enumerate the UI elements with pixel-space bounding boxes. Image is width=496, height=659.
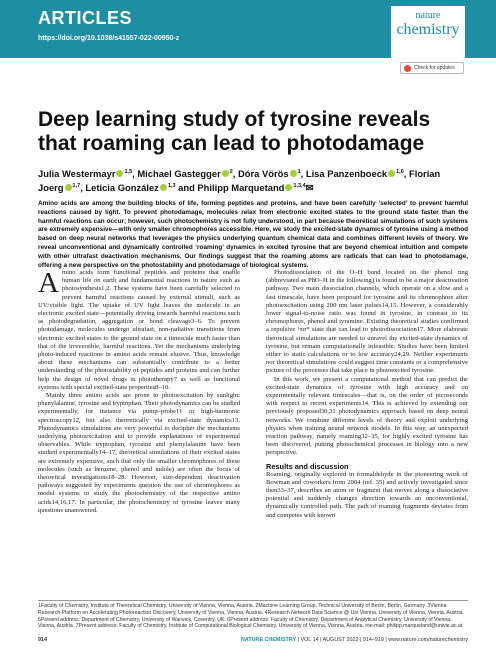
- orcid-icon[interactable]: [160, 184, 167, 191]
- check-for-updates-button[interactable]: [400, 62, 464, 74]
- footnote-divider: [38, 600, 468, 601]
- affiliation-marker: 1,5: [124, 169, 133, 175]
- body-column-left: [38, 269, 240, 515]
- journal-citation: [241, 637, 468, 643]
- page-number: 914: [38, 637, 47, 643]
- article-title: Deep learning study of tyrosine reveals that roaming can lead to photodamage: [38, 108, 431, 155]
- orcid-icon[interactable]: [290, 170, 297, 177]
- email-envelope-icon[interactable]: ✉: [305, 182, 314, 193]
- orcid-icon[interactable]: [222, 170, 229, 177]
- drop-cap: A: [38, 267, 59, 299]
- affiliation-marker: 2: [229, 169, 233, 175]
- body-paragraph: Photodissociation of the O–H bond located on the phenol ring (abbreviated as PhO–H in the following) is found to be a major deactivation pathway. Two main dissociation channels, which operate on a slow and a fast timescale, have been proposed for tyrosine and its chromophore after photoexcitation using 200 nm laser pulses14,15. However, a considerably lower signal-to-noise ratio was found in tyrosine, in contrast to its chromophores, phenol and tyramine. Existing theoretical studies confirmed a repulsive ¹πσ* state that can lead to photodissociation17. More elaborate theoretical simulations are needed to unravel the excited-state dynamics of tyrosine, but remain computationally infeasible. Studies have been limited either to static calculations or to low accuracy24,29. Neither experiments nor theoretical simulations could suggest time constants or a comprehensive picture of the processes that take place in photoexcited tyrosine.: [266, 269, 468, 375]
- author-name[interactable]: Julia Westermayr: [38, 168, 116, 179]
- orcid-icon[interactable]: [116, 170, 123, 177]
- author-name[interactable]: Philipp Marquetand: [197, 182, 285, 193]
- abstract: Amino acids are among the building blocks of life, forming peptides and proteins, and have been carefully ‘selected’ to prevent harmful reactions caused by light. To prevent photodamage, molecules relax from electronic excited states to the ground state faster than the harmful reactions can occur; however, such photochemistry is not fully understood, in part because theoretical simulations of such systems are extremely expensive—with only smaller chromophores accessible. Here, we study the excited-state dynamics of tyrosine using a method based on deep neural networks that leverages the physics underlying quantum chemical data and combines different levels of theory. We reveal unconventional and dynamically controlled ‘roaming’ dynamics in excited tyrosine that are beyond chemical intuition and compete with other ultrafast deactivation mechanisms. Our findings suggest that the roaming atoms are radicals that can lead to photodamage, offering a new perspective on the photostability and photodamage of biological systems.: [38, 200, 468, 269]
- orcid-icon[interactable]: [388, 170, 395, 177]
- body-paragraph: In this work, we present a computational method that can predict the excited-state dynamics of tyrosine with high accuracy and on experimentally relevant timescales—that is, on the order of picoseconds with respect to recent experiments14. This is achieved by extending our previously proposed30,31 photodynamics approach based on deep neural networks. We combine different levels of theory and exploit underlying physics when training neural network models. In this way, an unexpected reaction pathway, namely roaming32–35, for highly excited tyrosine has been discovered, putting photochemical processes in biology into a new perspective.: [266, 375, 468, 457]
- check-for-updates-label: Check for updates: [414, 65, 455, 71]
- affiliation-marker: 1,6: [396, 169, 404, 175]
- citation-details[interactable]: | VOL 14 | AUGUST 2022 | 914–919 | www.nature.com/naturechemistry: [296, 637, 468, 643]
- affiliation-marker: 1: [297, 169, 301, 175]
- doi-link[interactable]: https://doi.org/10.1038/s41557-022-00950-z: [38, 35, 180, 42]
- journal-logo-line2: chemistry: [396, 21, 460, 38]
- affiliations-footnote: 1Faculty of Chemistry, Institute of Theoretical Chemistry, University of Vienna, Vienna, Austria. 2Machine Learning Group, Technical University of Berlin, Berlin, Germany. 3Vienna Research Platform on Accelerating Photoreaction Discovery, University of Vienna, Vienna, Austria. 4Research Network Data Science @ Uni Vienna, University of Vienna, Vienna, Austria. 5Present address: Department of Chemistry, University of Warwick, Coventry, UK. 6Present address: Faculty of Chemistry, Department of Analytical Chemistry, University of Vienna, Vienna, Austria. 7Present address: Faculty of Chemistry, Institute of Computational Biological Chemistry, University of Vienna, Vienna, Austria. ✉e-mail: philipp.marquetand@univie.ac.at: [38, 603, 464, 630]
- author-name[interactable]: Leticia González: [85, 182, 159, 193]
- journal-name: NATURE CHEMISTRY: [240, 637, 297, 643]
- section-heading: Results and discussion: [266, 461, 349, 471]
- journal-header-bar: [0, 0, 496, 58]
- orcid-icon[interactable]: [65, 184, 72, 191]
- body-paragraph: Mainly three amino acids are prone to photoexcitation by sunlight: phenylalanine, tyrosine and tryptophan. Their photodynamics can be studied experimentally, for instance via pump–probe11 or high-harmonic spectroscopy12, but also theoretically via excited-state dynamics13. Photodynamics simulations are very powerful to decipher the mechanisms underlying photoexcitation and to provide explanations of experimental observables. While tryptophan, tyrosine and phenylalanine have been studied experimentally14–17, theoretical simulations of their excited states are extremely expensive, such that only the smaller chromophores of these molecules (such as benzene, phenol and indole) are often the focus of theoretical investigations18–28. However, size-dependent deactivation pathways suggested by experiments question the use of chromophores as model systems to study the photochemistry of the respective amino acids14,16,17. In particular, the photochemistry of tyrosine leaves many questions unanswered.: [38, 392, 240, 514]
- body-paragraph: Roaming, originally explored in formaldehyde in the pioneering work of Bowman and coworkers from 2004 (ref. 35) and actively investigated since then33–37, describes an atom or fragment that moves along a dissociative potential and suddenly changes direction towards an unconventional, dynamically controlled path. The path of roaming fragments deviates from and competes with known: [266, 470, 468, 519]
- journal-logo-line1: nature: [415, 10, 441, 21]
- affiliation-marker: 1,7: [72, 183, 81, 189]
- body-column-right: [266, 269, 468, 520]
- paragraph-text: mino acids form functional peptides and proteins that enable human life on earth and fundamental reactions in nature such as photosynthesis1,2. These systems have been carefully selected to prevent harmful reactions caused by external stimuli, such as UV/visible light. The uptake of UV light leaves the molecule in an electronic excited state—potentially driving towards harmful reactions such as photodegradation, aggregation or bond cleavage3–6. To prevent photodamage, molecules undergo ultrafast, non-radiative transitions from electronic excited states to the ground state on a timescale much faster than that of the irreversible, harmful reactions. Yet the mechanisms underlying photo-induced reactions in amino acids remain elusive. Thus, knowledge about these mechanisms can substantially contribute to a better understanding of the photostability of peptides and proteins and can further help the design of novel drugs in phototherapy7 as well as functional systems with special excited-state properties8–10.: [38, 269, 240, 391]
- author-list: Julia Westermayr $^{1,5}$, Michael Gastegger $^2$, Dóra Vörös $^1$, Lisa Panzenboeck $^{1,6}$, Florian Joerg $^{1,7}$, Leticia González $^{1,3}$ and Philipp Marquetand $^{1,3,4}$✉: [38, 168, 441, 193]
- author-name[interactable]: Florian Joerg: [38, 168, 441, 193]
- journal-logo: [391, 6, 465, 58]
- author-name[interactable]: Michael Gastegger: [137, 168, 221, 179]
- affiliation-marker: 1,3: [167, 183, 176, 189]
- update-badge-icon: [404, 65, 411, 72]
- article-type-label: ARTICLES: [38, 8, 132, 28]
- author-name[interactable]: Dóra Vörös: [238, 168, 289, 179]
- body-paragraph: [38, 269, 240, 392]
- orcid-icon[interactable]: [285, 184, 292, 191]
- affiliation-marker: 1,3,4: [293, 183, 306, 189]
- author-name[interactable]: Lisa Panzenboeck: [305, 168, 388, 179]
